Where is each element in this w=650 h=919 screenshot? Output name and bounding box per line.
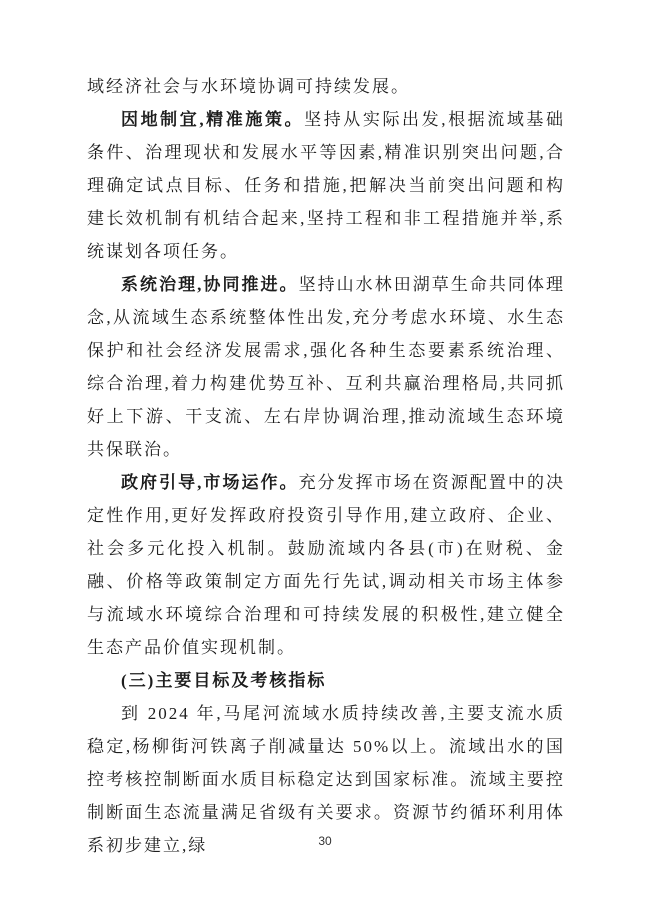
page-number: 30 [318, 834, 332, 848]
paragraph-text: 坚持山水林田湖草生命共同体理念,从流域生态系统整体性出发,充分考虑水环境、水生态保护和社会经济发展需求,强化各种生态要素系统治理、综合治理,着力构建优势互补、互利共赢治理格局,共同抓好上下游、干支流、左右岸协调治理,推动流域生态环境共保联治。 [87, 275, 566, 459]
paragraph-text: 域经济社会与水环境协调可持续发展。 [87, 77, 410, 96]
paragraph [87, 268, 565, 466]
paragraph-text: 充分发挥市场在资源配置中的决定性作用,更好发挥政府投资引导作用,建立政府、企业、社会多元化投入机制。鼓励流域内各县(市)在财税、金融、价格等政策制定方面先行先试,调动相关市场主体参与流域水环境综合治理和可持续发展的积极性,建立健全生态产品价值实现机制。 [87, 473, 566, 657]
paragraph-lead-bold: 因地制宜,精准施策。 [121, 110, 305, 129]
section-heading [87, 664, 565, 697]
paragraph [87, 466, 565, 664]
paragraph-lead-bold: (三)主要目标及考核指标 [121, 671, 327, 690]
paragraph-lead-bold: 政府引导,市场运作。 [121, 473, 299, 492]
page-body-text [87, 70, 565, 862]
paragraph-lead-bold: 系统治理,协同推进。 [121, 275, 299, 294]
paragraph-text: 坚持从实际出发,根据流域基础条件、治理现状和发展水平等因素,精准识别突出问题,合理确定试点目标、任务和措施,把解决当前突出问题和构建长效机制有机结合起来,坚持工程和非工程措施并举,系统谋划各项任务。 [87, 110, 566, 261]
paragraph [87, 70, 565, 103]
paragraph [87, 103, 565, 268]
paragraph-text: 到 2024 年,马尾河流域水质持续改善,主要支流水质稳定,杨柳街河铁离子削减量达 50%以上。流域出水的国控考核控制断面水质目标稳定达到国家标准。流域主要控制断面生态流量满足省级有关要求。资源节约循环利用体系初步建立,绿 [87, 704, 565, 855]
